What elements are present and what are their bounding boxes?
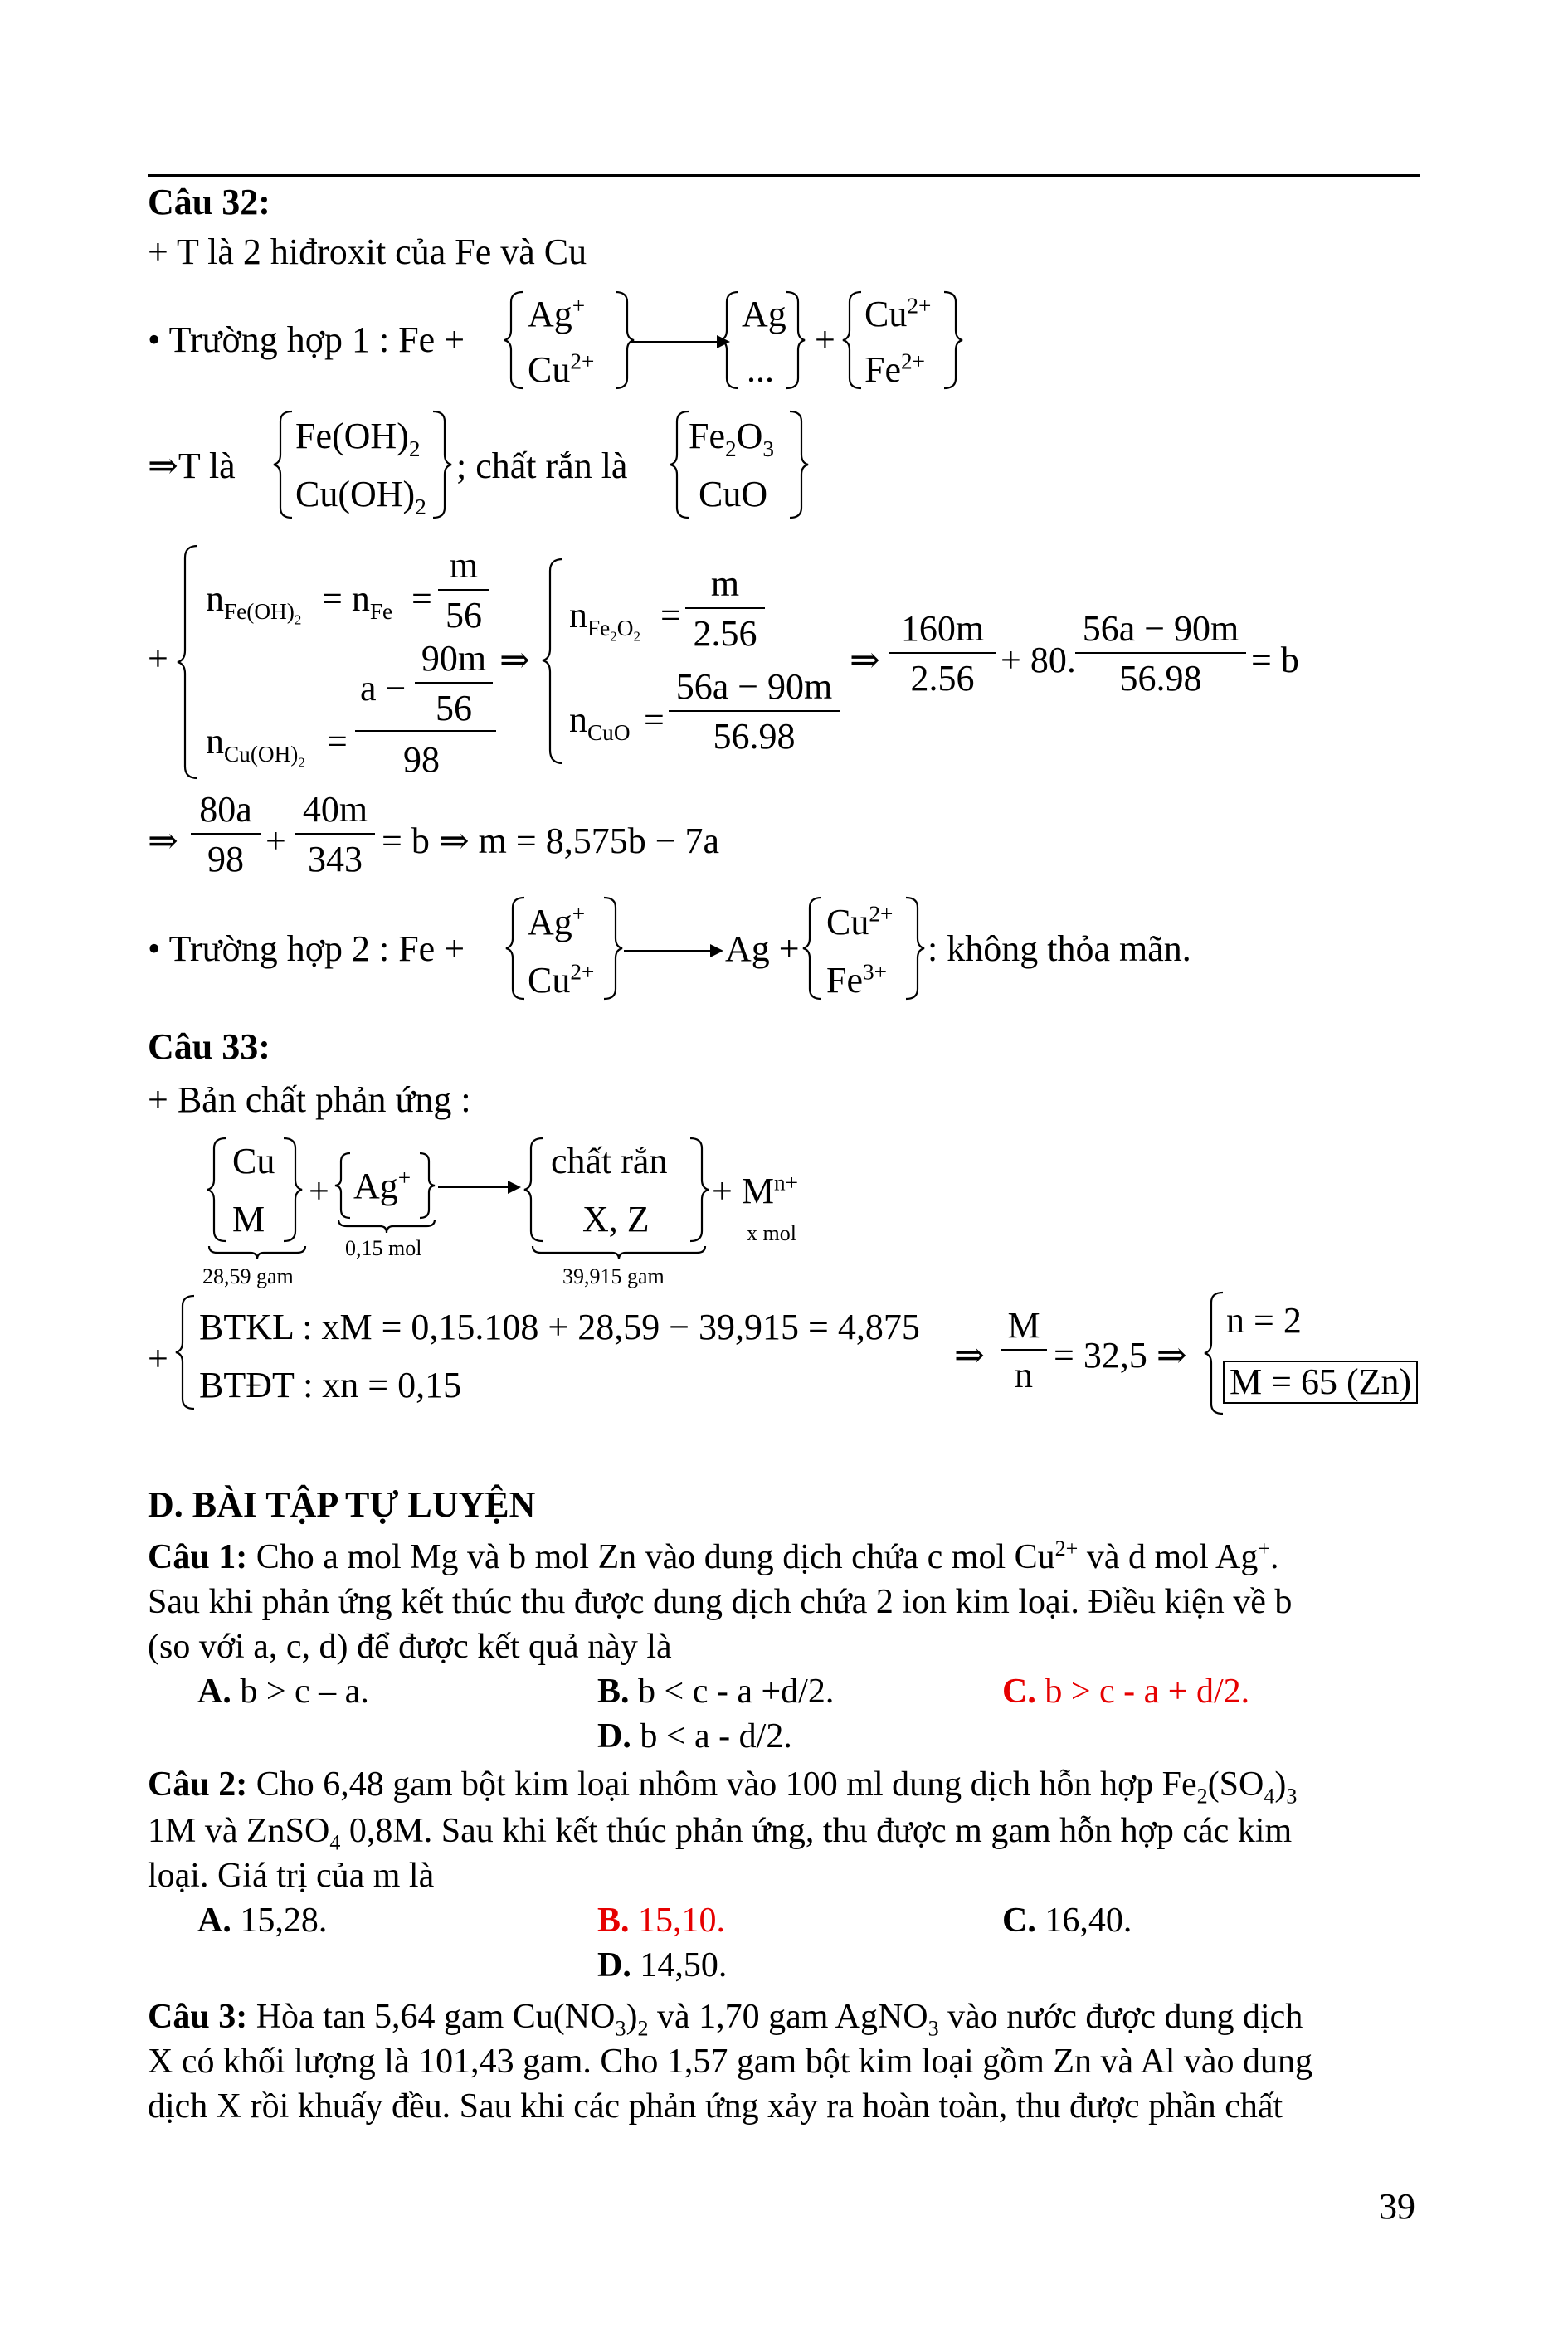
brace-right-4 [431,410,456,519]
frac-m-2-56: $\frac{m}{2.56}$ [685,566,765,652]
system2-plus: + [148,1338,168,1379]
brace-left-10 [207,1137,232,1243]
case1-ag: Ag+ [528,293,586,334]
d-q1-option-c: C. b > c - a + d/2. [1002,1673,1250,1711]
eq-sign-2: = [327,721,348,762]
d-q2-line3: loại. Giá trị của m là [148,1857,435,1895]
system-plus: + [148,638,168,679]
case2-label: • Trường hợp 2 : Fe + [148,928,465,969]
underbrace-1 [207,1244,307,1261]
x-mol: x mol [747,1221,796,1245]
eq-sign-3: = [660,595,681,635]
mass-2859: 28,59 gam [202,1264,294,1288]
n-feoh2-label: $n_{Fe(OH)_2}$ [206,578,302,628]
eq-sign-4: = [644,699,665,740]
brace-right-11 [418,1152,438,1220]
frac-40m-343: $\frac{40m}{343}$ [295,791,375,878]
d-q1-line2: Sau khi phản ứng kết thúc thu được dung dịch chứa 2 ion kim loại. Điều kiện về b [148,1583,1293,1621]
case2-fe3: $Fe^{3+}$ [826,959,888,1001]
case1-prod-ellipsis: ... [747,349,774,390]
case1-cu2: $Cu^{2+}$ [864,293,932,334]
react-cu: Cu [232,1141,275,1181]
frac-m-n: $\frac{M}{n}$ [1001,1307,1047,1394]
plus-80: + 80. [1001,640,1076,680]
plus-sign: + [815,319,835,360]
brace-left-6 [178,544,204,780]
a-minus: a − [360,668,407,709]
d-q1-option-a: A. b > c – a. [197,1673,369,1711]
brace-right-10 [282,1137,307,1243]
case1-label: • Trường hợp 1 : Fe + [148,319,465,360]
n-cuo-label: $n_{CuO}$ [569,699,631,745]
section-d-title: D. BÀI TẬP TỰ LUYỆN [148,1484,536,1525]
mol-015: 0,15 mol [345,1236,422,1260]
d-q2-option-c: C. 16,40. [1002,1902,1132,1940]
btdt-line: BTĐT : xn = 0,15 [199,1365,462,1405]
chat-ran-la: ; chất rắn là [456,446,628,486]
mass-39915: 39,915 gam [562,1264,665,1288]
implies-3: ⇒ [148,821,178,861]
underbrace-2 [337,1218,436,1234]
eq-b: = b [1251,640,1299,680]
d-q2-line1: Câu 2: Cho 6,48 gam bột kim loại nhôm vào 100 ml dung dịch hỗn hợp $Fe_2(SO_4)_3$ [148,1765,1298,1809]
d-q1-option-b: B. b < c - a +d/2. [597,1673,835,1711]
brace-right-9 [904,896,929,1001]
d-q2-option-d: D. 14,50. [597,1946,728,1984]
page-number: 39 [1379,2186,1415,2227]
brace-left-9 [803,896,828,1001]
n-eq-2: n = 2 [1226,1300,1302,1341]
d-q2-option-a: A. 15,28. [197,1902,328,1940]
brace-left-12 [524,1137,549,1243]
d-q2-option-b: B. 15,10. [597,1902,726,1940]
brace-right-8 [602,896,627,1001]
d-q1-line1: Câu 1: Cho a mol Mg và b mol Zn vào dung dịch chứa c mol $Cu^{2+}$ và d mol Ag+. [148,1536,1279,1576]
brace-right-5 [788,410,813,519]
eq-325: = 32,5 ⇒ [1054,1335,1187,1376]
d-q3-line1: Câu 3: Hòa tan 5,64 gam $Cu(NO_3)_2$ và 1,70 gam AgNO$_3$ vào nước được dung dịch [148,1998,1303,2041]
n-fe2o2-label: $n_{Fe_2O_2}$ [569,595,640,645]
react-ag: Ag+ [353,1165,411,1206]
plus-sign-2: + [265,821,286,861]
frac-m-56: $\frac{m}{56}$ [438,548,489,634]
case2-ag-plus: Ag + [725,928,800,969]
d-q1-option-d: D. b < a - d/2. [597,1717,792,1755]
d-q3-line2: X có khối lượng là 101,43 gam. Cho 1,57 gam bột kim loại gồm Zn và Al vào dung [148,2043,1313,2081]
brace-right-1 [614,290,639,390]
d-q1-line3: (so với a, c, d) để được kết quả này là [148,1628,672,1666]
plus-m-ion: + $M^{n+}$ [712,1170,798,1211]
brace-left-11 [335,1152,355,1220]
implies-2: ⇒ [850,640,880,680]
case2-cu2: $Cu^{2+}$ [826,901,894,942]
implies-4: ⇒ [954,1335,985,1376]
q32-t-line: + T là 2 hiđroxit của Fe và Cu [148,231,587,272]
reaction-arrow-1 [631,341,728,343]
brace-left-1 [504,290,529,390]
brace-right-12 [689,1137,713,1243]
underbrace-3 [531,1244,707,1261]
solid-xz: X, Z [582,1199,650,1239]
header-rule [148,174,1420,177]
case2-conclusion: : không thỏa mãn. [928,928,1191,969]
case2-cu: $Cu^{2+}$ [528,959,595,1001]
q33-plus-1: + [309,1171,329,1211]
result-m: = b ⇒ m = 8,575b − 7a [382,821,720,861]
frac-bar-98 [355,730,496,732]
answer-m-65-zn: M = 65 (Zn) [1223,1361,1418,1404]
t-feoh2: $Fe(OH)_2$ [295,416,421,461]
q33-title: Câu 33: [148,1026,270,1067]
implies-t: ⇒T là [148,446,236,486]
frac-160m: $\frac{160m}{2.56}$ [889,611,996,697]
frac-56a-90m-56-98: $\frac{56a - 90m}{56.98}$ [669,669,840,755]
implies-1: ⇒ [499,640,530,680]
reaction-arrow-2 [624,950,722,952]
q32-title: Câu 32: [148,182,270,222]
n-eq-nfe: = $n_{Fe}$ [322,578,393,624]
case1-cu: $Cu^{2+}$ [528,348,595,390]
d-q2-line2: 1M và ZnSO$_4$ 0,8M. Sau khi kết thúc phản ứng, thu được m gam hỗn hợp các kim [148,1812,1293,1855]
solid-chat-ran: chất rắn [551,1141,668,1181]
den-98: 98 [403,739,440,780]
brace-left-13 [176,1294,201,1410]
n-cuoh2-label: $n_{Cu(OH)_2}$ [206,721,305,771]
case1-fe2: $Fe^{2+}$ [864,348,926,390]
btkl-line: BTKL : xM = 0,15.108 + 28,59 − 39,915 = 4,875 [199,1307,920,1347]
brace-left-7 [543,558,569,765]
brace-right-3 [942,290,967,390]
eq-sign: = [411,578,432,619]
solid-fe2o3: $Fe_2O_3$ [689,416,775,461]
case1-prod-ag: Ag [742,294,786,334]
frac-56a-90m-b: $\frac{56a - 90m}{56.98}$ [1075,611,1246,697]
d-q3-line3: dịch X rồi khuấy đều. Sau khi các phản ứng xảy ra hoàn toàn, thu được phần chất [148,2087,1283,2126]
brace-right-2 [785,290,810,390]
case2-ag: Ag+ [528,901,586,942]
solid-cuo: CuO [699,474,768,514]
reaction-arrow-3 [438,1186,519,1188]
t-cuoh2: $Cu(OH)_2$ [295,474,426,519]
q33-ban-chat: + Bản chất phản ứng : [148,1079,471,1120]
react-m: M [232,1199,265,1239]
frac-80a-98: $\frac{80a}{98}$ [191,791,261,878]
frac-90m-56: $\frac{90m}{56}$ [415,640,493,727]
